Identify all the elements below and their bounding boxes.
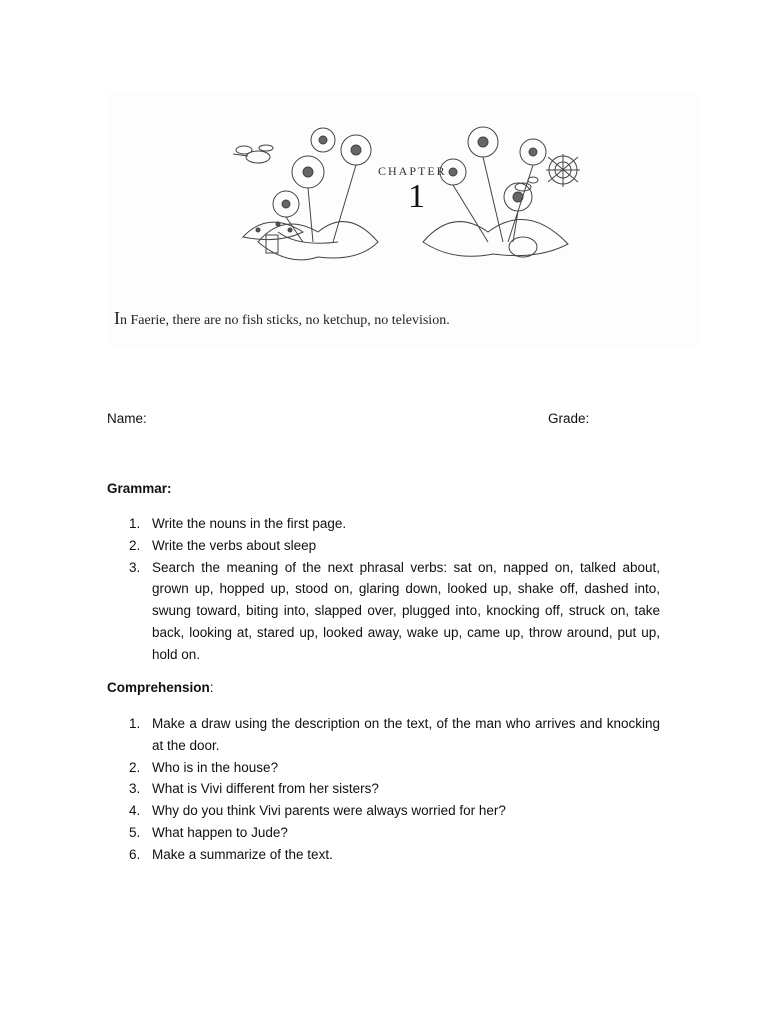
list-number: 3. (129, 559, 141, 575)
comprehension-item-4 (107, 800, 660, 822)
spider-web-icon (546, 154, 580, 187)
flower-illustration (108, 92, 698, 292)
list-number: 5. (129, 824, 141, 840)
name-label: Name: (107, 411, 147, 426)
list-item-text: Write the verbs about sleep (152, 537, 317, 553)
grammar-list (107, 513, 660, 666)
list-number: 4. (129, 803, 141, 819)
list-number: 2. (129, 537, 141, 553)
grammar-item-3 (107, 557, 660, 666)
comprehension-item-3 (107, 778, 660, 800)
grade-label: Grade: (548, 411, 590, 426)
grammar-item-1 (107, 513, 660, 535)
comprehension-heading-colon: : (209, 680, 214, 695)
list-item-text: Search the meaning of the next phrasal verbs: sat on, napped on, talked about, grown up, hopped up, stood on, glaring down, looked up, shake off, dashed into, swung toward, biting into, slapped over, plugged into, knocking off, struck on, take back, looking at, stared up, looked away, wake up, came up, throw around, put up, hold on. (152, 559, 660, 662)
comprehension-item-1 (107, 713, 660, 757)
comprehension-item-6 (107, 844, 660, 866)
list-item-text: Make a summarize of the text. (152, 846, 333, 862)
grammar-heading-text: Grammar: (107, 481, 172, 496)
list-item-text: Who is in the house? (152, 759, 279, 775)
comprehension-item-2 (107, 757, 660, 779)
daisy-left-icon (258, 128, 378, 260)
chapter-header-image (108, 92, 698, 347)
list-item-text: Write the nouns in the first page. (152, 516, 347, 531)
opening-sentence (114, 308, 450, 329)
mushroom-icon (243, 222, 303, 253)
chapter-number: 1 (408, 178, 425, 215)
comprehension-heading (107, 680, 214, 695)
list-item-text: What is Vivi different from her sisters? (152, 781, 379, 797)
grammar-item-2 (107, 535, 660, 557)
list-number: 6. (129, 846, 141, 862)
list-item-text: What happen to Jude? (152, 824, 288, 840)
list-number: 1. (129, 516, 141, 531)
grammar-heading (107, 481, 172, 496)
comprehension-heading-text: Comprehension (107, 680, 210, 695)
list-item-text: Why do you think Vivi parents were always worried for her? (152, 803, 506, 819)
list-number: 2. (129, 759, 141, 775)
list-number: 3. (129, 781, 141, 797)
opening-sentence-rest: n Faerie, there are no fish sticks, no ketchup, no television. (120, 313, 450, 328)
daisy-right-icon (423, 127, 568, 257)
opening-dropcap: I (114, 308, 120, 328)
comprehension-item-5 (107, 822, 660, 844)
chapter-label: CHAPTER (378, 164, 447, 178)
comprehension-list (107, 713, 660, 866)
list-number: 1. (129, 716, 141, 731)
bee-icon (233, 145, 273, 163)
list-item-text: Make a draw using the description on the text, of the man who arrives and knocking at the door. (152, 716, 660, 753)
